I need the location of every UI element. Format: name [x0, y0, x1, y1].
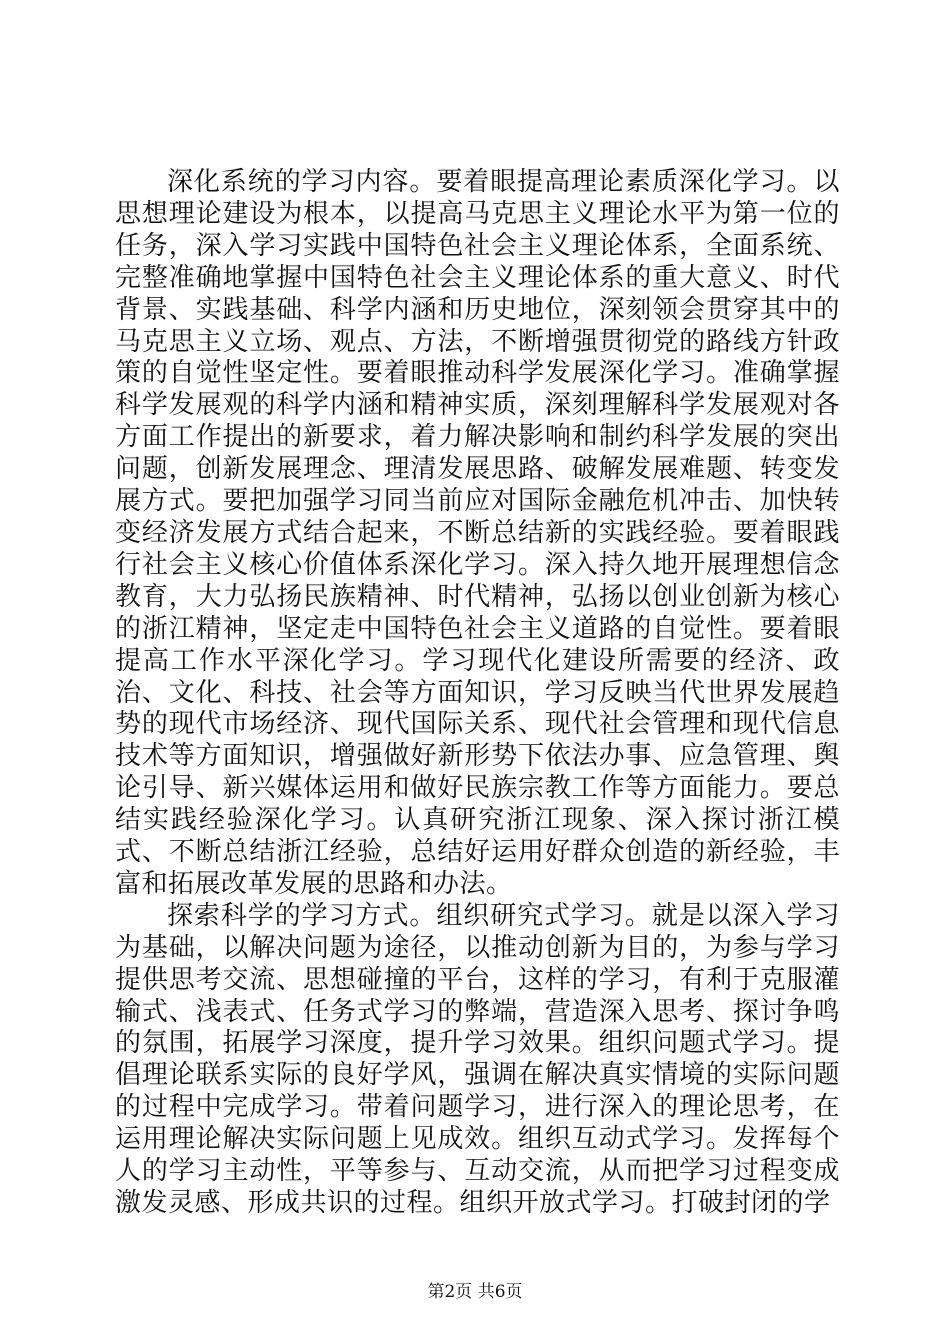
document-body	[115, 167, 840, 1220]
page-footer: 第2页 共6页	[427, 1282, 523, 1302]
paragraph-study-content: 深化系统的学习内容。要着眼提高理论素质深化学习。以思想理论建设为根本，以提高马克思主义理论水平为第一位的任务，深入学习实践中国特色社会主义理论体系，全面系统、完整准确地掌握中国特色社会主义理论体系的重大意义、时代背景、实践基础、科学内涵和历史地位，深刻领会贯穿其中的马克思主义立场、观点、方法，不断增强贯彻党的路线方针政策的自觉性坚定性。要着眼推动科学发展深化学习。准确掌握科学发展观的科学内涵和精神实质，深刻理解科学发展观对各方面工作提出的新要求，着力解决影响和制约科学发展的突出问题，创新发展理念、理清发展思路、破解发展难题、转变发展方式。要把加强学习同当前应对国际金融危机冲击、加快转变经济发展方式结合起来，不断总结新的实践经验。要着眼践行社会主义核心价值体系深化学习。深入持久地开展理想信念教育，大力弘扬民族精神、时代精神，弘扬以创业创新为核心的浙江精神，坚定走中国特色社会主义道路的自觉性。要着眼提高工作水平深化学习。学习现代化建设所需要的经济、政治、文化、科技、社会等方面知识，学习反映当代世界发展趋势的现代市场经济、现代国际关系、现代社会管理和现代信息技术等方面知识，增强做好新形势下依法办事、应急管理、舆论引导、新兴媒体运用和做好民族宗教工作等方面能力。要总结实践经验深化学习。认真研究浙江现象、深入探讨浙江模式、不断总结浙江经验，总结好运用好群众创造的新经验，丰富和拓展改革发展的思路和办法。	[115, 167, 840, 899]
paragraph-study-methods: 探索科学的学习方式。组织研究式学习。就是以深入学习为基础，以解决问题为途径，以推动创新为目的，为参与学习提供思考交流、思想碰撞的平台，这样的学习，有利于克服灌输式、浅表式、任务式学习的弊端，营造深入思考、探讨争鸣的氛围，拓展学习深度，提升学习效果。组织问题式学习。提倡理论联系实际的良好学风，强调在解决真实情境的实际问题的过程中完成学习。带着问题学习，进行深入的理论思考，在运用理论解决实际问题上见成效。组织互动式学习。发挥每个人的学习主动性，平等参与、互动交流，从而把学习过程变成激发灵感、形成共识的过程。组织开放式学习。打破封闭的学	[115, 900, 840, 1218]
